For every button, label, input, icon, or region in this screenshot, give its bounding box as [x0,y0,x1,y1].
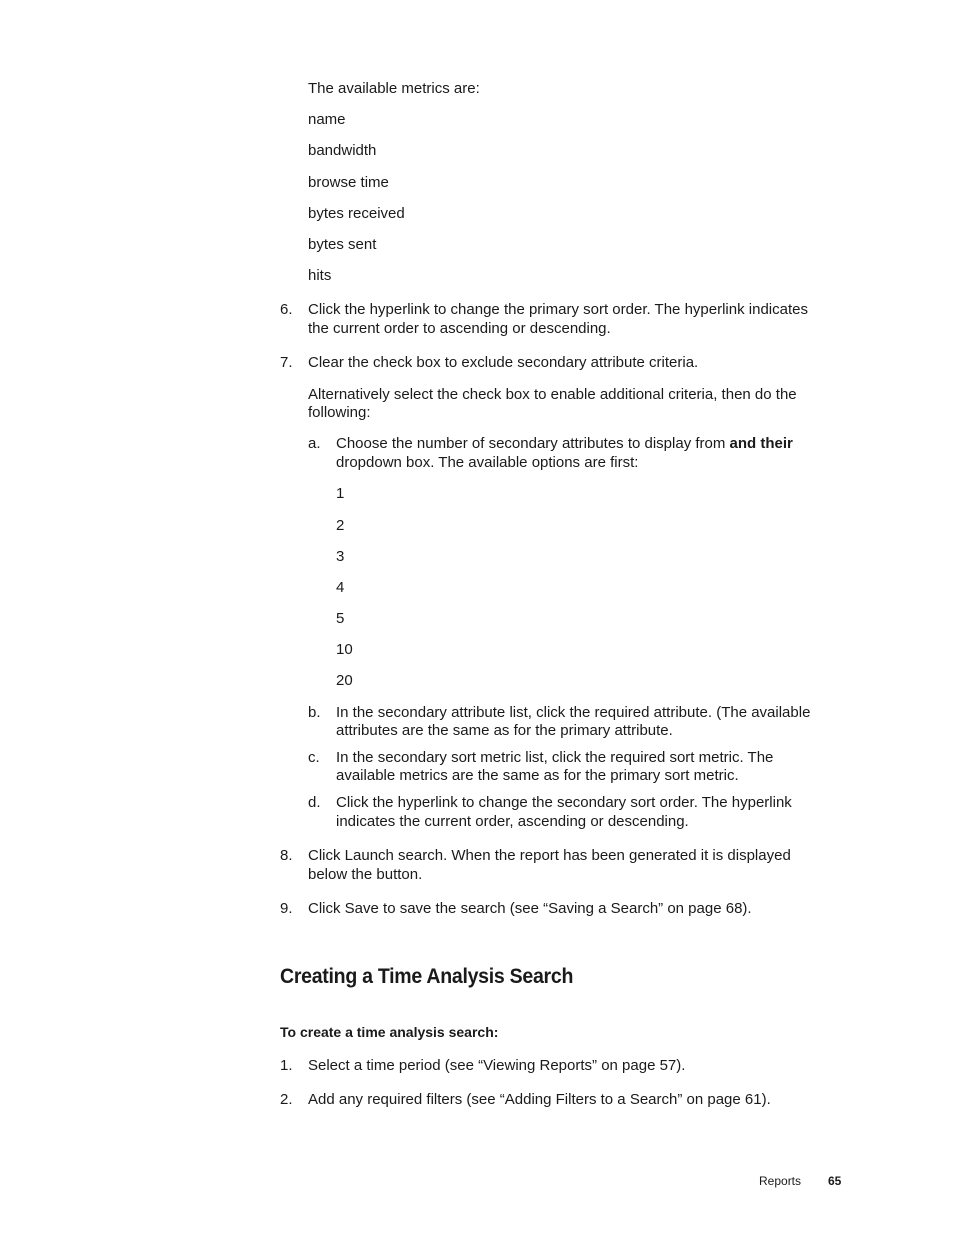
step-number: 2. [280,1091,293,1108]
substep-text: In the secondary sort metric list, click the required sort metric. The [336,749,774,766]
alternative-text: Alternatively select the check box to enable additional criteria, then do the [308,386,797,403]
substep-text: dropdown box. The available options are first: [336,454,639,471]
step-text: Click the hyperlink to change the primary sort order. The hyperlink indicates [308,301,808,318]
metric-item: bandwidth [308,142,377,159]
substep-letter: c. [308,749,320,766]
option-item: 20 [336,672,353,689]
option-item: 4 [336,579,345,596]
step-text: Click Save to save the search (see “Saving a Search” on page 68). [308,900,752,917]
substep-text: attributes are the same as for the primary attribute. [336,722,673,739]
option-item: 1 [336,485,345,502]
step-text: Click Launch search. When the report has been generated it is displayed [308,847,791,864]
alternative-text: following: [308,404,371,421]
metric-item: name [308,111,346,128]
metrics-intro: The available metrics are: [308,80,480,97]
step-number: 1. [280,1057,293,1074]
step-number: 6. [280,301,293,318]
procedure-heading: To create a time analysis search: [280,1024,499,1040]
substep-text: Click the hyperlink to change the secondary sort order. The hyperlink [336,794,792,811]
step-number: 8. [280,847,293,864]
step-text: Add any required filters (see “Adding Filters to a Search” on page 61). [308,1091,771,1108]
step-number: 9. [280,900,293,917]
metric-item: bytes received [308,205,405,222]
substep-text: available metrics are the same as for the primary sort metric. [336,767,739,784]
substep-text-bold: and their [729,435,793,452]
substep-text [336,434,793,453]
step-text: the current order to ascending or descending. [308,320,611,337]
page-number: 65 [828,1174,842,1188]
step-text: Clear the check box to exclude secondary attribute criteria. [308,354,699,371]
step-text: below the button. [308,866,423,883]
metric-item: hits [308,267,332,284]
substep-letter: a. [308,435,321,452]
option-item: 5 [336,610,345,627]
option-item: 3 [336,548,345,565]
metric-item: bytes sent [308,236,377,253]
substep-text: indicates the current order, ascending or descending. [336,813,689,830]
substep-letter: d. [308,794,321,811]
substep-text: In the secondary attribute list, click the required attribute. (The available [336,704,811,721]
step-number: 7. [280,354,293,371]
substep-letter: b. [308,704,321,721]
metric-item: browse time [308,174,389,191]
substep-text-plain: Choose the number of secondary attributes to display from [336,435,730,452]
option-item: 10 [336,641,353,658]
section-heading: Creating a Time Analysis Search [280,965,574,988]
footer-section: Reports [759,1174,802,1188]
step-text: Select a time period (see “Viewing Reports” on page 57). [308,1057,686,1074]
option-item: 2 [336,517,345,534]
